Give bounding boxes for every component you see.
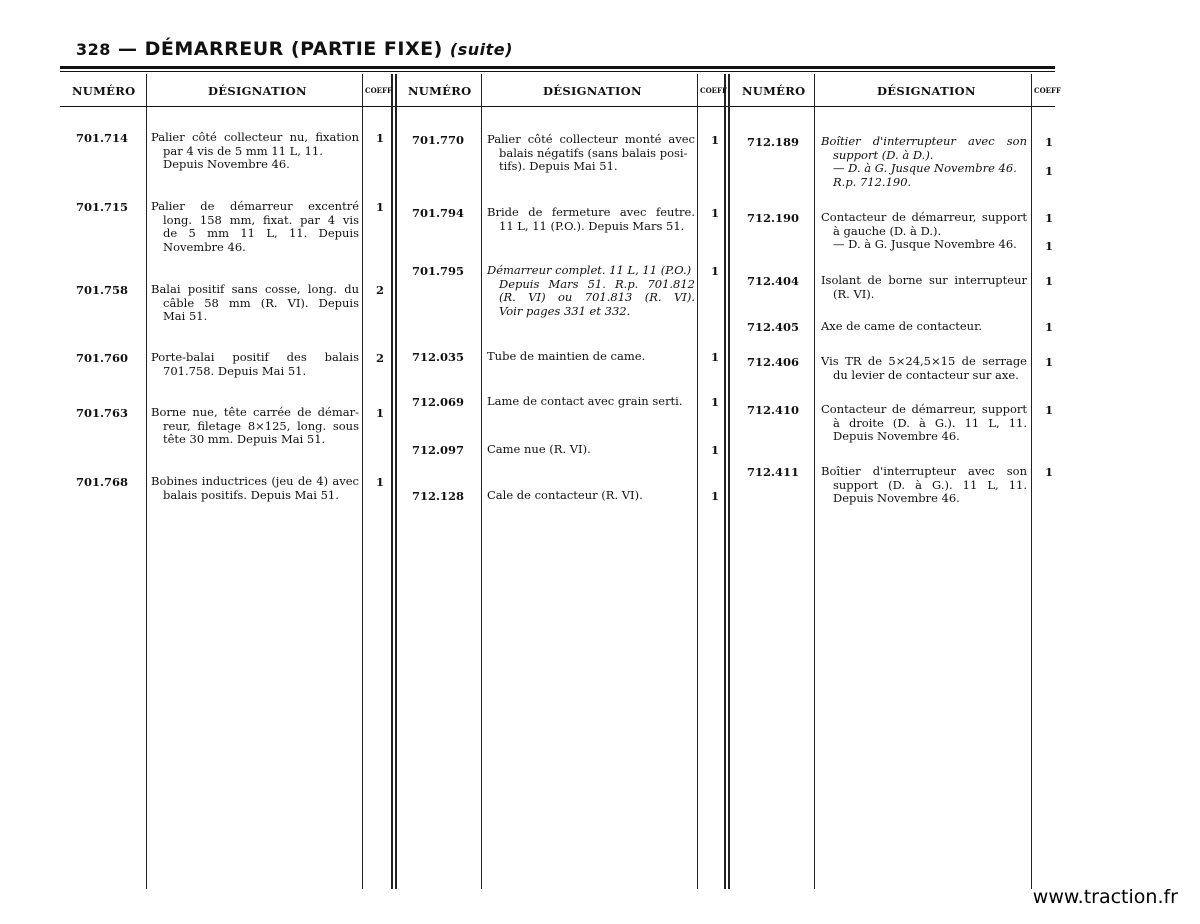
column-header-coeff: COEFF — [700, 86, 727, 95]
part-designation — [487, 206, 695, 233]
designation-line: 11 L, 11 (P.O.). Depuis Mars 51. — [499, 218, 685, 233]
column-header-coeff: COEFF — [365, 86, 392, 95]
designation-line: Boîtier d'interrupteur avec son — [821, 134, 1027, 148]
part-coefficient: 1 — [711, 133, 720, 147]
designation-line: Bride de fermeture avec feutre. — [487, 205, 695, 219]
part-coefficient: 1 — [711, 489, 720, 503]
designation-line: balais positifs. Depuis Mai 51. — [163, 487, 339, 502]
part-coefficient: 1 — [711, 395, 720, 409]
part-designation — [821, 355, 1027, 382]
designation-line: — D. à G. Jusque Novembre 46. — [833, 237, 1017, 251]
part-designation — [151, 200, 359, 254]
designation-line: Palier côté collecteur nu, fixation — [151, 130, 359, 144]
designation-line: tête 30 mm. Depuis Mai 51. — [163, 432, 326, 446]
designation-line: tifs). Depuis Mai 51. — [499, 159, 618, 173]
designation-line: long. 158 mm, fixat. par 4 vis — [163, 212, 359, 227]
col-divider — [395, 74, 397, 889]
designation-line: — D. à G. Jusque Novembre 46. — [833, 161, 1017, 175]
designation-line: Boîtier d'interrupteur avec son — [821, 464, 1027, 478]
page-header — [76, 38, 513, 60]
designation-line: Mai 51. — [163, 309, 208, 323]
part-number: 712.035 — [412, 350, 465, 364]
part-coefficient: 1 — [1045, 211, 1054, 225]
column-header-numero: NUMÉRO — [72, 84, 136, 98]
designation-line: Contacteur de démarreur, support — [821, 402, 1027, 416]
designation-line: 701.758. Depuis Mai 51. — [163, 363, 307, 378]
part-designation — [487, 133, 695, 174]
designation-line: R.p. 712.190. — [833, 174, 912, 189]
designation-line: câble 58 mm (R. VI). Depuis — [163, 295, 359, 310]
col-divider — [362, 74, 363, 889]
header-rule-thin — [60, 71, 1055, 72]
part-number: 701.794 — [412, 206, 465, 220]
designation-line: par 4 vis de 5 mm 11 L, 11. — [163, 143, 323, 158]
col-divider — [814, 74, 815, 889]
part-coefficient: 1 — [711, 350, 720, 364]
column-header-numero: NUMÉRO — [742, 84, 806, 98]
part-coefficient: 1 — [1045, 403, 1054, 417]
header-rule-top — [60, 66, 1055, 69]
part-designation — [487, 443, 695, 457]
part-designation — [821, 320, 1027, 334]
designation-line: Isolant de borne sur interrupteur — [821, 273, 1027, 287]
part-number: 701.795 — [412, 264, 465, 278]
part-designation — [151, 131, 359, 172]
designation-line: support (D. à D.). — [833, 147, 934, 162]
designation-line: (R. VI). — [833, 286, 875, 301]
part-number: 701.715 — [76, 200, 129, 214]
designation-line: reur, filetage 8×125, long. sous — [163, 418, 359, 433]
part-number: 712.190 — [747, 211, 800, 225]
designation-line: Vis TR de 5×24,5×15 de serrage — [821, 354, 1027, 368]
designation-line: Palier de démarreur excentré — [151, 199, 359, 213]
col-divider — [728, 74, 730, 889]
designation-line: Depuis Novembre 46. — [163, 157, 290, 171]
designation-line: Voir pages 331 et 332. — [499, 303, 631, 318]
designation-line: balais négatifs (sans balais posi- — [499, 145, 688, 160]
designation-line: à droite (D. à G.). 11 L, 11. — [833, 415, 1027, 430]
col-divider — [481, 74, 482, 889]
part-coefficient: 1 — [376, 200, 385, 214]
part-designation — [487, 264, 695, 318]
part-designation — [821, 135, 1027, 189]
designation-line: Balai positif sans cosse, long. du — [151, 282, 359, 296]
col-divider — [391, 74, 393, 889]
part-designation — [487, 350, 695, 364]
col-divider — [724, 74, 726, 889]
designation-line: du levier de contacteur sur axe. — [833, 367, 1019, 382]
part-coefficient: 2 — [376, 283, 385, 297]
designation-line: de 5 mm 11 L, 11. Depuis — [163, 226, 359, 240]
part-number: 701.770 — [412, 133, 465, 147]
part-designation — [821, 274, 1027, 301]
designation-line: Depuis Novembre 46. — [833, 491, 960, 505]
part-coefficient: 1 — [711, 206, 720, 220]
part-designation — [821, 403, 1027, 444]
part-coefficient: 1 — [1045, 465, 1054, 479]
designation-line: Novembre 46. — [163, 239, 246, 254]
part-number: 712.410 — [747, 403, 800, 417]
designation-line: Depuis Mars 51. R.p. 701.812 — [499, 276, 695, 291]
part-coefficient: 1 — [1045, 355, 1054, 369]
part-designation — [821, 211, 1027, 252]
part-number: 712.097 — [412, 443, 465, 457]
col-divider — [1031, 74, 1032, 889]
part-number: 712.405 — [747, 320, 800, 334]
part-coefficient: 1 — [711, 264, 720, 278]
part-coefficient: 1 — [711, 443, 720, 457]
part-number: 712.411 — [747, 465, 800, 479]
part-coefficient: 1 — [376, 475, 385, 489]
designation-line: Lame de contact avec grain serti. — [487, 394, 683, 408]
part-designation — [151, 283, 359, 324]
col-divider — [146, 74, 147, 889]
part-number: 712.404 — [747, 274, 800, 288]
designation-line: Cale de contacteur (R. VI). — [487, 488, 643, 502]
column-header-designation: DÉSIGNATION — [877, 84, 976, 98]
part-designation — [487, 489, 695, 503]
part-number: 701.763 — [76, 406, 129, 420]
designation-line: Tube de maintien de came. — [487, 349, 646, 363]
part-designation — [151, 406, 359, 447]
site-watermark: www.traction.fr — [1032, 886, 1178, 908]
columns-rule — [60, 106, 1055, 107]
designation-line: Axe de came de contacteur. — [821, 319, 982, 333]
part-coefficient: 1 — [1045, 320, 1054, 334]
designation-line: support (D. à G.). 11 L, 11. — [833, 477, 1027, 492]
part-number: 701.758 — [76, 283, 129, 297]
column-header-coeff: COEFF — [1034, 86, 1061, 95]
part-number: 701.714 — [76, 131, 129, 145]
part-coefficient: 1 — [1045, 135, 1054, 149]
column-header-numero: NUMÉRO — [408, 84, 472, 98]
part-number: 712.069 — [412, 395, 465, 409]
part-designation — [151, 475, 359, 502]
designation-line: Came nue (R. VI). — [487, 442, 591, 456]
designation-line: Contacteur de démarreur, support — [821, 210, 1027, 224]
part-designation — [151, 351, 359, 378]
designation-line: à gauche (D. à D.). — [833, 223, 942, 238]
designation-line: Borne nue, tête carrée de démar- — [151, 405, 359, 419]
designation-line: Porte-balai positif des balais — [151, 350, 359, 364]
part-number: 712.406 — [747, 355, 800, 369]
part-number: 701.768 — [76, 475, 129, 489]
part-coefficient: 1 — [376, 406, 385, 420]
part-coefficient: 1 — [1045, 274, 1054, 288]
part-designation — [821, 465, 1027, 506]
designation-line: Bobines inductrices (jeu de 4) avec — [151, 474, 359, 488]
col-divider — [697, 74, 698, 889]
part-number: 701.760 — [76, 351, 129, 365]
page-title-suite: (suite) — [449, 40, 513, 59]
part-coefficient: 1 — [376, 131, 385, 145]
part-coefficient: 1 — [1045, 164, 1054, 178]
page-title: — DÉMARREUR (PARTIE FIXE) — [118, 38, 443, 60]
designation-line: Démarreur complet. 11 L, 11 (P.O.) — [487, 263, 692, 277]
part-number: 712.128 — [412, 489, 465, 503]
designation-line: Palier côté collecteur monté avec — [487, 132, 695, 146]
column-header-designation: DÉSIGNATION — [208, 84, 307, 98]
column-header-designation: DÉSIGNATION — [543, 84, 642, 98]
part-coefficient: 1 — [1045, 239, 1054, 253]
part-number: 712.189 — [747, 135, 800, 149]
page-number: 328 — [76, 40, 111, 59]
designation-line: (R. VI) ou 701.813 (R. VI). — [499, 290, 695, 304]
part-coefficient: 2 — [376, 351, 385, 365]
designation-line: Depuis Novembre 46. — [833, 429, 960, 443]
part-designation — [487, 395, 695, 409]
